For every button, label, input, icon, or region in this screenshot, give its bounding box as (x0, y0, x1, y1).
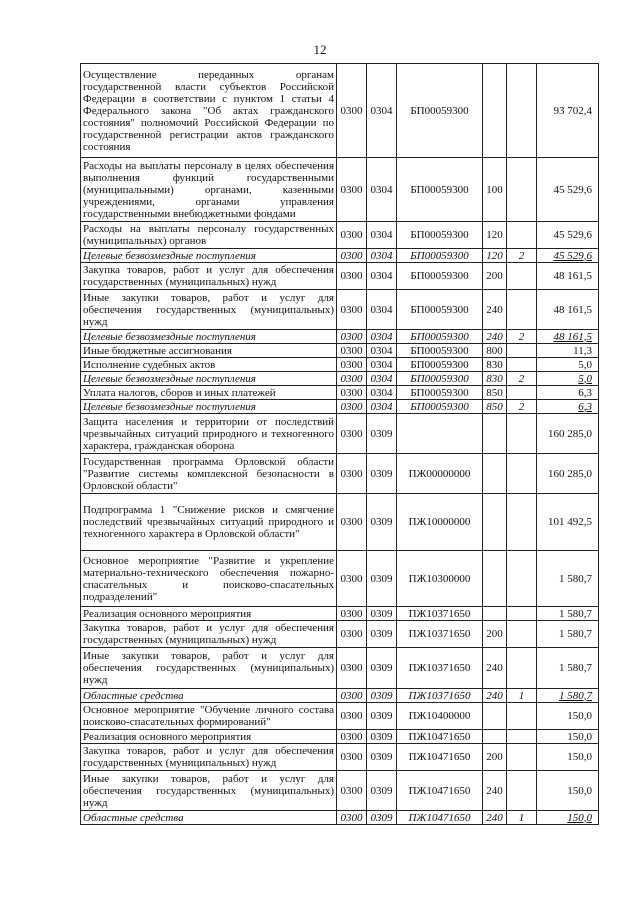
row-funding-source-code (507, 64, 537, 158)
row-expense-type-code: 240 (483, 648, 507, 689)
table-row (81, 551, 599, 607)
row-target-article-code: БП00059300 (397, 330, 483, 344)
row-funding-source-code (507, 744, 537, 771)
row-target-article-code: ПЖ10471650 (397, 730, 483, 744)
row-expense-type-code (483, 64, 507, 158)
row-description: Целевые безвозмездные поступления (81, 330, 337, 344)
row-amount: 1 580,7 (537, 621, 599, 648)
row-expense-type-code: 200 (483, 621, 507, 648)
table-row (81, 648, 599, 689)
row-amount: 45 529,6 (537, 158, 599, 222)
table-row (81, 494, 599, 551)
row-expense-type-code: 850 (483, 386, 507, 400)
row-subsection-code: 0304 (367, 290, 397, 330)
row-description: Иные бюджетные ассигнования (81, 344, 337, 358)
row-section-code: 0300 (337, 400, 367, 414)
row-funding-source-code (507, 454, 537, 494)
row-amount: 1 580,7 (537, 648, 599, 689)
table-row (81, 811, 599, 825)
row-description: Реализация основного мероприятия (81, 607, 337, 621)
row-amount: 48 161,5 (537, 290, 599, 330)
row-expense-type-code: 200 (483, 263, 507, 290)
row-subsection-code: 0309 (367, 703, 397, 730)
row-funding-source-code (507, 551, 537, 607)
row-description: Закупка товаров, работ и услуг для обеспечения государственных (муниципальных) нужд (81, 263, 337, 290)
row-description: Защита населения и территории от последствий чрезвычайных ситуаций природного и техногенного характера, гражданская оборона (81, 414, 337, 454)
table-row (81, 358, 599, 372)
row-expense-type-code (483, 414, 507, 454)
row-funding-source-code: 1 (507, 689, 537, 703)
row-funding-source-code (507, 771, 537, 811)
row-expense-type-code: 800 (483, 344, 507, 358)
table-row (81, 64, 599, 158)
table-row (81, 372, 599, 386)
table-row (81, 744, 599, 771)
row-section-code: 0300 (337, 372, 367, 386)
row-target-article-code: ПЖ10371650 (397, 621, 483, 648)
row-target-article-code: ПЖ10471650 (397, 744, 483, 771)
row-expense-type-code: 830 (483, 358, 507, 372)
row-subsection-code: 0304 (367, 386, 397, 400)
table-row (81, 344, 599, 358)
row-section-code: 0300 (337, 551, 367, 607)
row-subsection-code: 0309 (367, 744, 397, 771)
row-description: Целевые безвозмездные поступления (81, 249, 337, 263)
row-description: Осуществление переданных органам государственной власти субъектов Российской Федерации в соответствии с пунктом 1 статьи 4 Федерального закона "Об актах гражданского состояния" полномочий Российской Федерации по государственной регистрации актов гражданского состояния (81, 64, 337, 158)
row-amount: 5,0 (537, 372, 599, 386)
row-subsection-code: 0309 (367, 621, 397, 648)
row-section-code: 0300 (337, 703, 367, 730)
row-amount: 1 580,7 (537, 689, 599, 703)
table-row (81, 400, 599, 414)
row-section-code: 0300 (337, 454, 367, 494)
row-amount: 6,3 (537, 386, 599, 400)
row-target-article-code: ПЖ00000000 (397, 454, 483, 494)
row-target-article-code: ПЖ10000000 (397, 494, 483, 551)
row-amount: 150,0 (537, 730, 599, 744)
row-amount: 93 702,4 (537, 64, 599, 158)
table-row (81, 621, 599, 648)
row-funding-source-code (507, 648, 537, 689)
row-amount: 6,3 (537, 400, 599, 414)
row-expense-type-code: 200 (483, 744, 507, 771)
row-funding-source-code (507, 290, 537, 330)
row-target-article-code: ПЖ10371650 (397, 689, 483, 703)
row-section-code: 0300 (337, 744, 367, 771)
row-amount: 5,0 (537, 358, 599, 372)
row-description: Расходы на выплаты персоналу в целях обеспечения выполнения функций государственными (муниципальными) органами, казенными учреждениями, органами управления государственными внебюджетными фондами (81, 158, 337, 222)
row-description: Иные закупки товаров, работ и услуг для обеспечения государственных (муниципальных) нужд (81, 648, 337, 689)
table-row (81, 703, 599, 730)
row-funding-source-code (507, 222, 537, 249)
row-target-article-code: БП00059300 (397, 386, 483, 400)
row-target-article-code: ПЖ10371650 (397, 607, 483, 621)
row-section-code: 0300 (337, 263, 367, 290)
row-expense-type-code: 240 (483, 689, 507, 703)
table-row (81, 771, 599, 811)
row-section-code: 0300 (337, 607, 367, 621)
row-section-code: 0300 (337, 290, 367, 330)
row-section-code: 0300 (337, 771, 367, 811)
row-amount: 1 580,7 (537, 551, 599, 607)
table-row (81, 249, 599, 263)
row-expense-type-code (483, 730, 507, 744)
row-description: Государственная программа Орловской области "Развитие системы комплексной безопасности в Орловской области" (81, 454, 337, 494)
row-description: Закупка товаров, работ и услуг для обеспечения государственных (муниципальных) нужд (81, 621, 337, 648)
row-expense-type-code: 240 (483, 771, 507, 811)
row-target-article-code: БП00059300 (397, 344, 483, 358)
row-amount: 150,0 (537, 744, 599, 771)
table-row (81, 158, 599, 222)
row-description: Областные средства (81, 689, 337, 703)
table-row (81, 607, 599, 621)
row-subsection-code: 0304 (367, 263, 397, 290)
row-target-article-code: БП00059300 (397, 372, 483, 386)
row-section-code: 0300 (337, 494, 367, 551)
row-subsection-code: 0304 (367, 400, 397, 414)
row-funding-source-code (507, 158, 537, 222)
page-number: 12 (313, 42, 327, 57)
row-target-article-code: БП00059300 (397, 249, 483, 263)
row-description: Целевые безвозмездные поступления (81, 400, 337, 414)
row-subsection-code: 0309 (367, 648, 397, 689)
row-expense-type-code: 240 (483, 811, 507, 825)
row-amount: 48 161,5 (537, 263, 599, 290)
row-funding-source-code: 1 (507, 811, 537, 825)
row-amount: 45 529,6 (537, 222, 599, 249)
row-funding-source-code: 2 (507, 249, 537, 263)
row-funding-source-code (507, 386, 537, 400)
row-target-article-code: БП00059300 (397, 64, 483, 158)
row-description: Иные закупки товаров, работ и услуг для обеспечения государственных (муниципальных) нужд (81, 771, 337, 811)
row-subsection-code: 0304 (367, 330, 397, 344)
row-expense-type-code (483, 494, 507, 551)
row-amount: 150,0 (537, 771, 599, 811)
table-row (81, 454, 599, 494)
row-target-article-code: БП00059300 (397, 222, 483, 249)
row-expense-type-code: 120 (483, 222, 507, 249)
row-description: Целевые безвозмездные поступления (81, 372, 337, 386)
row-section-code: 0300 (337, 414, 367, 454)
row-description: Областные средства (81, 811, 337, 825)
table-row (81, 414, 599, 454)
row-funding-source-code: 2 (507, 372, 537, 386)
row-amount: 160 285,0 (537, 454, 599, 494)
row-target-article-code: ПЖ10471650 (397, 771, 483, 811)
row-subsection-code: 0309 (367, 494, 397, 551)
row-funding-source-code (507, 358, 537, 372)
row-section-code: 0300 (337, 358, 367, 372)
row-funding-source-code (507, 607, 537, 621)
row-subsection-code: 0309 (367, 607, 397, 621)
row-section-code: 0300 (337, 158, 367, 222)
row-section-code: 0300 (337, 386, 367, 400)
row-amount: 101 492,5 (537, 494, 599, 551)
row-description: Исполнение судебных актов (81, 358, 337, 372)
row-amount: 160 285,0 (537, 414, 599, 454)
row-section-code: 0300 (337, 249, 367, 263)
row-target-article-code: ПЖ10400000 (397, 703, 483, 730)
row-subsection-code: 0309 (367, 551, 397, 607)
row-subsection-code: 0309 (367, 454, 397, 494)
row-section-code: 0300 (337, 730, 367, 744)
table-row (81, 263, 599, 290)
row-amount: 150,0 (537, 703, 599, 730)
row-funding-source-code (507, 621, 537, 648)
row-section-code: 0300 (337, 344, 367, 358)
row-subsection-code: 0304 (367, 372, 397, 386)
row-funding-source-code (507, 730, 537, 744)
row-funding-source-code: 2 (507, 330, 537, 344)
row-funding-source-code (507, 344, 537, 358)
row-expense-type-code: 830 (483, 372, 507, 386)
row-expense-type-code (483, 551, 507, 607)
table-row (81, 330, 599, 344)
row-amount: 150,0 (537, 811, 599, 825)
row-section-code: 0300 (337, 330, 367, 344)
row-section-code: 0300 (337, 222, 367, 249)
row-target-article-code: БП00059300 (397, 290, 483, 330)
row-subsection-code: 0304 (367, 158, 397, 222)
row-section-code: 0300 (337, 689, 367, 703)
row-target-article-code: БП00059300 (397, 263, 483, 290)
row-amount: 11,3 (537, 344, 599, 358)
row-expense-type-code: 120 (483, 249, 507, 263)
row-description: Основное мероприятие "Обучение личного состава поисково-спасательных формирований" (81, 703, 337, 730)
row-subsection-code: 0309 (367, 414, 397, 454)
row-target-article-code: ПЖ10471650 (397, 811, 483, 825)
row-subsection-code: 0304 (367, 358, 397, 372)
row-description: Реализация основного мероприятия (81, 730, 337, 744)
row-section-code: 0300 (337, 648, 367, 689)
row-subsection-code: 0309 (367, 689, 397, 703)
row-subsection-code: 0304 (367, 222, 397, 249)
row-subsection-code: 0309 (367, 811, 397, 825)
row-section-code: 0300 (337, 64, 367, 158)
row-description: Уплата налогов, сборов и иных платежей (81, 386, 337, 400)
row-amount: 48 161,5 (537, 330, 599, 344)
row-description: Иные закупки товаров, работ и услуг для обеспечения государственных (муниципальных) нужд (81, 290, 337, 330)
row-description: Подпрограмма 1 "Снижение рисков и смягчение последствий чрезвычайных ситуаций природного и техногенного характера в Орловской области" (81, 494, 337, 551)
row-subsection-code: 0304 (367, 249, 397, 263)
table-row (81, 689, 599, 703)
row-funding-source-code (507, 414, 537, 454)
row-funding-source-code: 2 (507, 400, 537, 414)
row-expense-type-code: 240 (483, 330, 507, 344)
row-expense-type-code: 850 (483, 400, 507, 414)
row-expense-type-code: 100 (483, 158, 507, 222)
row-subsection-code: 0304 (367, 344, 397, 358)
table-row (81, 730, 599, 744)
row-funding-source-code (507, 494, 537, 551)
row-amount: 45 529,6 (537, 249, 599, 263)
row-section-code: 0300 (337, 811, 367, 825)
row-description: Расходы на выплаты персоналу государственных (муниципальных) органов (81, 222, 337, 249)
row-subsection-code: 0304 (367, 64, 397, 158)
row-target-article-code: БП00059300 (397, 358, 483, 372)
budget-table-body (81, 64, 599, 825)
row-section-code: 0300 (337, 621, 367, 648)
row-expense-type-code (483, 703, 507, 730)
row-target-article-code: ПЖ10371650 (397, 648, 483, 689)
table-row (81, 222, 599, 249)
row-description: Закупка товаров, работ и услуг для обеспечения государственных (муниципальных) нужд (81, 744, 337, 771)
row-funding-source-code (507, 263, 537, 290)
row-description: Основное мероприятие "Развитие и укрепление материально-технического обеспечения пожарно-спасательных и поисково-спасательных подразделений" (81, 551, 337, 607)
budget-table (80, 63, 599, 825)
table-row (81, 386, 599, 400)
row-target-article-code: БП00059300 (397, 158, 483, 222)
row-expense-type-code: 240 (483, 290, 507, 330)
row-funding-source-code (507, 703, 537, 730)
row-target-article-code: БП00059300 (397, 400, 483, 414)
row-subsection-code: 0309 (367, 771, 397, 811)
row-expense-type-code (483, 454, 507, 494)
row-subsection-code: 0309 (367, 730, 397, 744)
row-target-article-code (397, 414, 483, 454)
table-row (81, 290, 599, 330)
row-target-article-code: ПЖ10300000 (397, 551, 483, 607)
row-expense-type-code (483, 607, 507, 621)
row-amount: 1 580,7 (537, 607, 599, 621)
